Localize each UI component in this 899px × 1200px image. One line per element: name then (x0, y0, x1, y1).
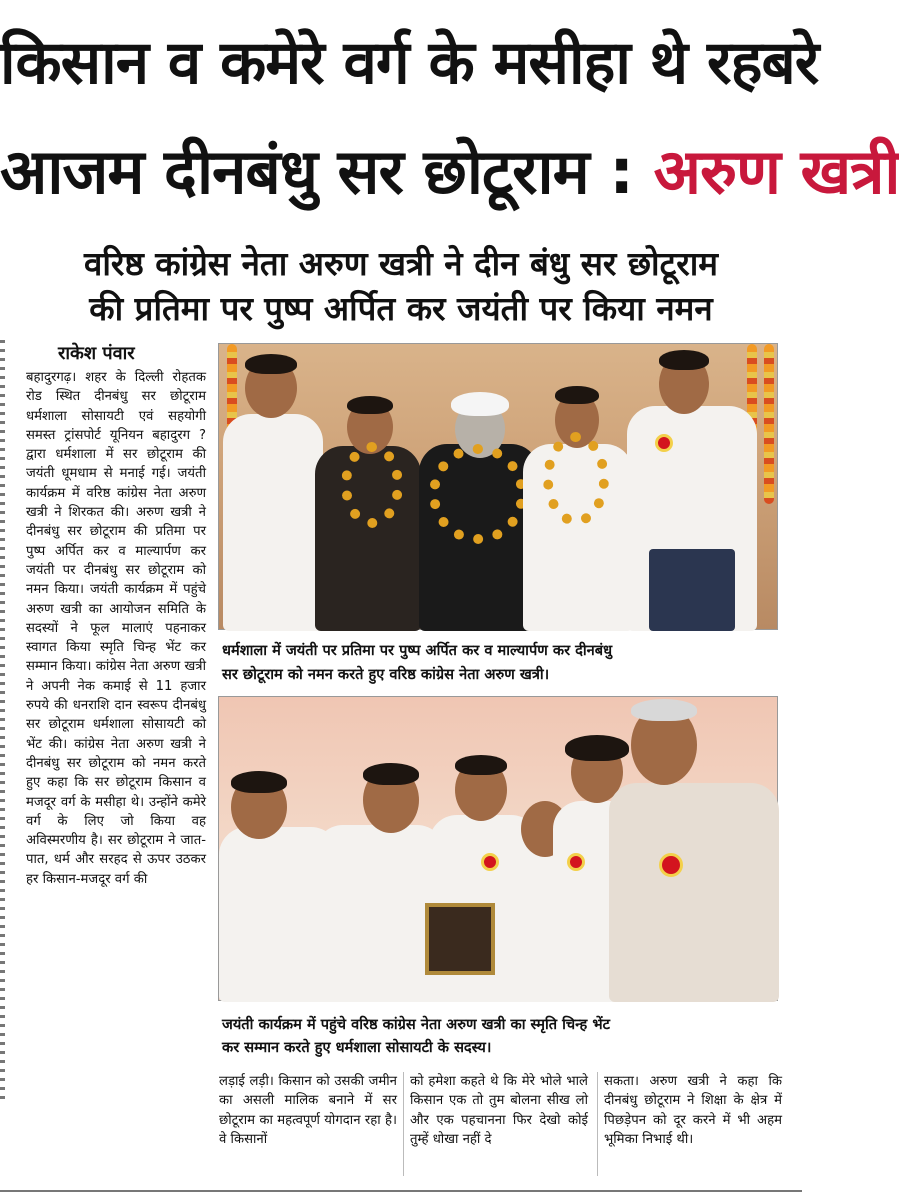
headline-line-1: किसान व कमेरे वर्ग के मसीहा थे रहबरे (0, 28, 819, 98)
rosette-badge (659, 853, 683, 877)
person-hair (631, 699, 697, 721)
person-hair (565, 735, 629, 761)
rosette-badge (655, 434, 673, 452)
article-body-text: बहादुरगढ़। शहर के दिल्ली रोहतक रोड स्थित दीनबंधु सर छोटूराम धर्मशाला सोसायटी एवं सहयोगी समस्त ट्रांसपोर्ट यूनियन बहादुरग ? द्वारा धर्मशाला में सर छोटूराम की जयंती धूमधाम से मनाई गई। जयंती कार्यक्रम में वरिष्ठ कांग्रेस नेता अरुण खत्री ने शिरकत की। अरुण खत्री ने दीनबंधु सर छोटूराम की प्रतिमा पर पुष्प अर्पित कर व माल्यार्पण कर जयंती पर दीनबंधु सर छोटूराम को नमन किया। जयंती कार्यक्रम में पहुंचे अरुण खत्री का आयोजन समिति के सदस्यों ने फूल मालाएं पहनाकर स्वागत किया स्मृति चिन्ह भेंट कर सम्मान किया। कांग्रेस नेता अरुण खत्री ने अपनी नेक कमाई से 11 हजार रुपये की धनराशि दान स्वरूप दीनबंधु सर छोटूराम धर्मशाला सोसायटी को भेंट की। कांग्रेस नेता अरुण खत्री ने दीनबंधु सर छोटूराम को नमन करते हुए कहा कि सर छोटूराम किसान व मजदूर वर्ग के मसीहा थे। उन्होंने कमेरे वर्ग के लिए जो किया वह अविस्मरणीय है। सर छोटूराम ने जात-पात, धर्म और सरहद से ऊपर उठकर हर किसान-मजदूर वर्ग की (26, 370, 206, 887)
subheadline-line-1: वरिष्ठ कांग्रेस नेता अरुण खत्री ने दीन बंधु सर छोटूराम (83, 244, 718, 283)
subheadline-line-2: की प्रतिमा पर पुष्प अर्पित कर जयंती पर किया नमन (89, 289, 713, 328)
article-body-column-3: को हमेशा कहते थे कि मेरे भोले भाले किसान एक तो तुम बोलना सीख लो और एक पहचानना फिर देखो कोई तुम्हें धोखा नहीं दे (410, 1074, 588, 1147)
person-figure (223, 414, 323, 631)
person-hair (455, 755, 507, 775)
person-hair (363, 763, 419, 785)
photo1-caption-line-1: धर्मशाला में जयंती पर प्रतिमा पर पुष्प अर्पित कर व माल्यार्पण कर दीनबंधु (222, 642, 613, 659)
article-body-column-2: लड़ाई लड़ी। किसान को उसकी जमीन का असली मालिक बनाने में सर छोटूराम का महत्वपूर्ण योगदान रहा है। वे किसानों (219, 1074, 397, 1147)
headline-separator: : (588, 135, 654, 208)
person-hair (347, 396, 393, 414)
flower-garland (341, 442, 403, 528)
article-body-column (26, 368, 206, 1178)
person-hair (659, 350, 709, 370)
headline-line-2-name: अरुण खत्री (653, 135, 899, 208)
decoration-lights (764, 344, 774, 504)
column-divider (403, 1072, 404, 1176)
rosette-badge (481, 853, 499, 871)
photo1-caption-line-2: सर छोटूराम को नमन करते हुए वरिष्ठ कांग्रेस नेता अरुण खत्री। (222, 666, 550, 683)
photo2-caption-line-2: कर सम्मान करते हुए धर्मशाला सोसायटी के सदस्य। (222, 1039, 492, 1056)
person-hair (245, 354, 297, 374)
person-hair (555, 386, 599, 404)
flower-garland (543, 432, 609, 526)
memento-plaque (425, 903, 495, 975)
person-hair (231, 771, 287, 793)
headline-line-2 (0, 124, 899, 220)
byline: राकेश पंवार (58, 343, 135, 364)
photo2-caption-line-1: जयंती कार्यक्रम में पहुंचे वरिष्ठ कांग्रेस नेता अरुण खत्री का स्मृति चिन्ह भेंट (222, 1016, 610, 1033)
article-body-column-4: सकता। अरुण खत्री ने कहा कि दीनबंधु छोटूराम ने शिक्षा के क्षेत्र में पिछड़ेपन को दूर करने में भी अहम भूमिका निभाई थी। (604, 1074, 782, 1147)
column-divider (597, 1072, 598, 1176)
photo-memento-presentation (218, 696, 778, 1001)
rosette-badge (567, 853, 585, 871)
person-jeans (649, 549, 735, 631)
flower-garland (429, 444, 527, 544)
statue-turban (451, 392, 509, 416)
page-bottom-rule (0, 1190, 802, 1192)
person-figure (609, 783, 779, 1002)
adjacent-article-edge (0, 340, 5, 1100)
headline-line-2-main: आजम दीनबंधु सर छोटूराम (0, 135, 589, 208)
photo-statue-tribute (218, 343, 778, 630)
